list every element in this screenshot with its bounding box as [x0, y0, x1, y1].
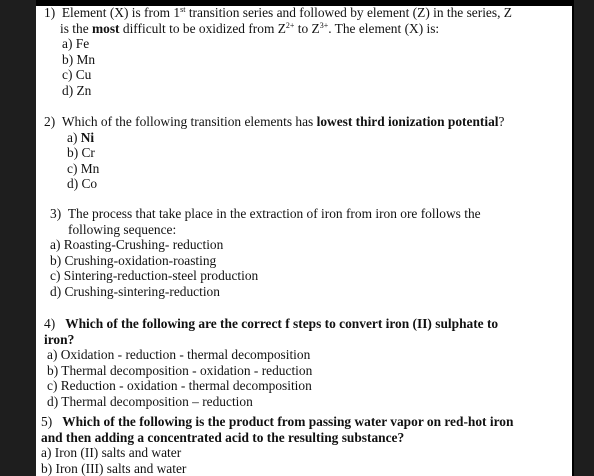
question-5-option-b[interactable]: b) Iron (III) salts and water [41, 460, 187, 476]
question-3 [44, 206, 481, 300]
document-page [36, 0, 574, 476]
question-4-number: 4) [44, 316, 56, 331]
q1-stem-f: . The element (X) is: [328, 20, 440, 36]
question-2-option-b[interactable]: b) Cr [67, 145, 95, 161]
question-4-stem-line-1 [44, 316, 498, 332]
q1-stem-a: Element (X) is from 1 [61, 5, 181, 20]
question-5-stem-line-1 [41, 414, 513, 430]
q1-superscript-3plus: 3+ [319, 20, 329, 30]
question-2-stem [44, 114, 504, 130]
question-2-option-c[interactable]: c) Mn [67, 160, 100, 176]
q1-stem-b: transition series and followed by element (Z) in the series, Z [185, 5, 512, 20]
question-1 [44, 5, 512, 99]
q2-stem-bold: lowest third ionization potential [316, 114, 499, 129]
question-3-option-d[interactable]: d) Crushing-sintering-reduction [50, 283, 220, 299]
right-border [572, 0, 574, 476]
question-4-stem-line-2 [44, 332, 498, 348]
q1-stem-c: is the [60, 20, 92, 36]
question-1-option-d[interactable]: d) Zn [62, 82, 92, 98]
question-1-option-a[interactable]: a) Fe [62, 36, 90, 52]
question-4-option-a[interactable]: a) Oxidation - reduction - thermal decomposition [47, 347, 311, 363]
question-1-option-c[interactable]: c) Cu [62, 67, 92, 83]
question-5-stem-line-2 [41, 430, 513, 446]
q2-stem-a: Which of the following transition elements has [61, 114, 317, 129]
q4-stem-a: Which of the following are the correct f steps to convert iron (II) sulphate to [65, 316, 499, 331]
question-2 [44, 114, 504, 192]
question-3-stem-line-1 [44, 206, 481, 222]
q2-stem-b: ? [498, 114, 505, 129]
q2-option-a-letter: a) [67, 129, 81, 145]
q1-superscript-st: st [180, 5, 186, 14]
q1-stem-e: to Z [294, 20, 320, 36]
question-3-stem-line-2: following sequence: [68, 221, 177, 237]
question-1-number: 1) [44, 5, 56, 20]
question-3-number: 3) [50, 206, 62, 221]
question-1-stem-line-1 [44, 5, 512, 21]
question-3-option-a[interactable]: a) Roasting-Crushing- reduction [50, 237, 224, 253]
q5-stem-b: and then adding a concentrated acid to the resulting substance? [41, 429, 405, 445]
question-1-option-b[interactable]: b) Mn [62, 51, 96, 67]
q1-stem-d: difficult to be oxidized from Z [119, 20, 286, 36]
question-5-option-a[interactable]: a) Iron (II) salts and water [41, 445, 182, 461]
q3-stem-a: The process that take place in the extraction of iron from iron ore follows the [67, 206, 481, 221]
question-2-option-d[interactable]: d) Co [67, 176, 98, 192]
question-4-option-b[interactable]: b) Thermal decomposition - oxidation - reduction [47, 362, 313, 378]
q4-stem-b: iron? [44, 331, 75, 347]
question-3-option-c[interactable]: c) Sintering-reduction-steel production [50, 268, 259, 284]
question-2-number: 2) [44, 114, 56, 129]
q5-stem-a: Which of the following is the product from passing water vapor on red-hot iron [62, 414, 514, 429]
question-4-option-c[interactable]: c) Reduction - oxidation - thermal decomposition [47, 378, 312, 394]
q1-superscript-2plus: 2+ [285, 20, 295, 30]
question-4-option-d[interactable]: d) Thermal decomposition – reduction [47, 393, 253, 409]
q2-option-a-text: Ni [80, 129, 95, 145]
question-5 [41, 414, 513, 476]
question-3-option-b[interactable]: b) Crushing-oxidation-roasting [50, 252, 217, 268]
q1-stem-bold: most [92, 20, 120, 36]
question-5-number: 5) [41, 414, 53, 429]
question-4 [44, 316, 498, 410]
question-1-stem-line-2 [44, 21, 512, 37]
question-2-option-a[interactable] [44, 130, 504, 146]
